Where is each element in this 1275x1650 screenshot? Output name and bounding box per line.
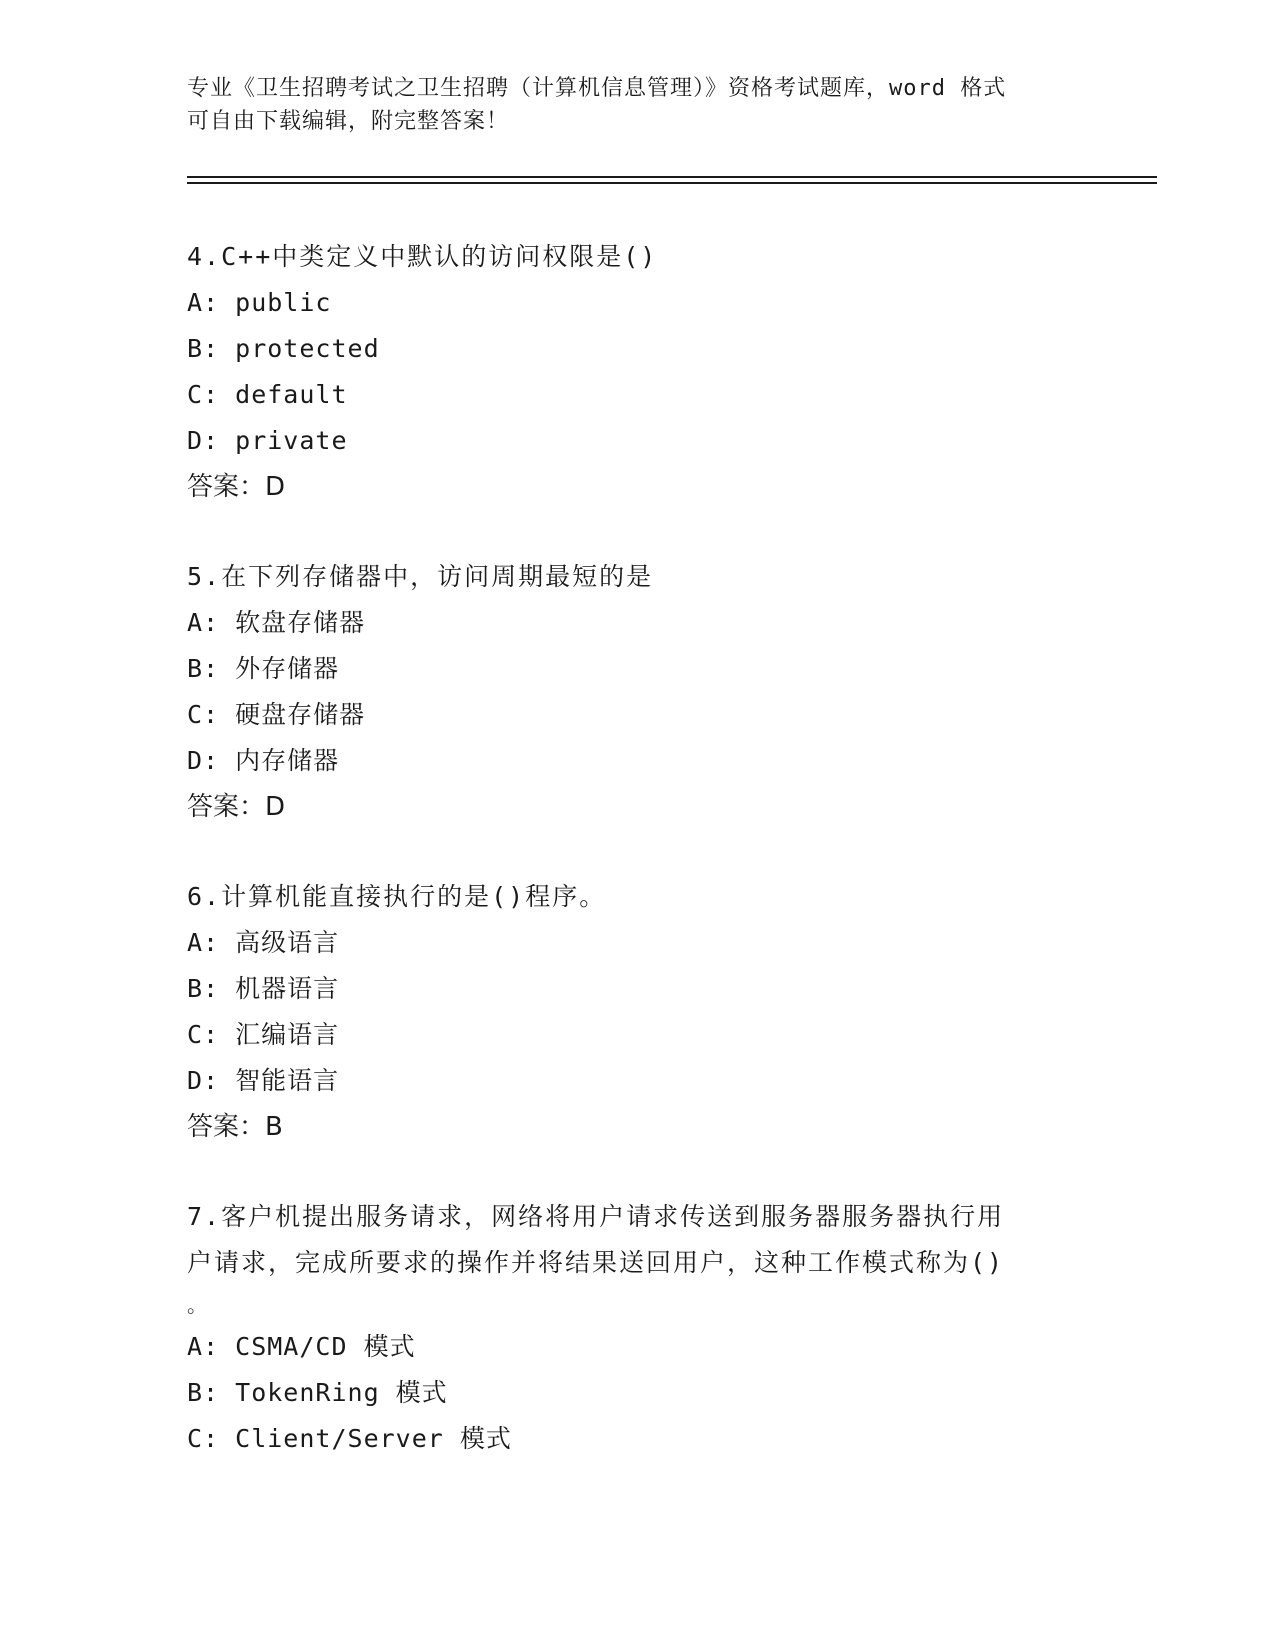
option-b: B: protected [187, 334, 380, 363]
question-stem: 6.计算机能直接执行的是()程序。 [187, 882, 607, 911]
option-c: C: default [187, 380, 348, 409]
question-stem: 4.C++中类定义中默认的访问权限是() [187, 242, 658, 271]
answer: 答案：D [187, 792, 286, 822]
option-d: D: 智能语言 [187, 1066, 340, 1095]
option-a: A: CSMA/CD 模式 [187, 1332, 416, 1361]
option-c: C: 汇编语言 [187, 1020, 340, 1049]
answer: 答案：B [187, 1112, 283, 1142]
question-5 [187, 554, 1087, 830]
header-line-1: 专业《卫生招聘考试之卫生招聘（计算机信息管理）》资格考试题库，word 格式 [187, 76, 1007, 101]
question-stem-line-2: 户请求，完成所要求的操作并将结果送回用户，这种工作模式称为() [187, 1248, 1005, 1277]
question-stem: 5.在下列存储器中，访问周期最短的是 [187, 562, 654, 591]
header-divider-bottom [187, 182, 1157, 184]
answer: 答案：D [187, 472, 286, 502]
option-a: A: 软盘存储器 [187, 608, 366, 637]
header-divider-top [187, 176, 1157, 178]
option-d: D: private [187, 426, 348, 455]
header-line-2: 可自由下载编辑，附完整答案！ [187, 109, 510, 134]
option-a: A: public [187, 288, 332, 317]
option-b: B: TokenRing 模式 [187, 1378, 448, 1407]
option-c: C: 硬盘存储器 [187, 700, 366, 729]
question-stem-line-1: 7.客户机提出服务请求，网络将用户请求传送到服务器服务器执行用 [187, 1202, 1005, 1231]
option-c: C: Client/Server 模式 [187, 1424, 512, 1453]
option-b: B: 外存储器 [187, 654, 340, 683]
question-6 [187, 874, 1087, 1150]
question-stem-line-3: 。 [187, 1293, 207, 1317]
document-header [187, 72, 1067, 138]
option-d: D: 内存储器 [187, 746, 340, 775]
question-7 [187, 1194, 1087, 1462]
question-4 [187, 234, 1087, 510]
option-a: A: 高级语言 [187, 928, 340, 957]
option-b: B: 机器语言 [187, 974, 340, 1003]
